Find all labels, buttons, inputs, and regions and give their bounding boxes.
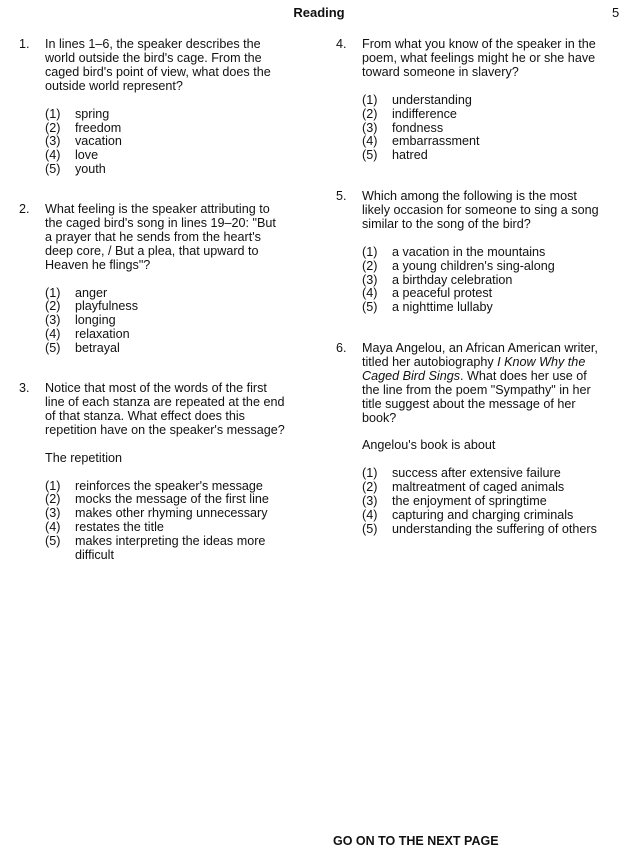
question-number: 2. (19, 202, 30, 216)
book-title: I Know Why the Caged Bird Sings (362, 354, 586, 383)
option-number: (3) (45, 313, 61, 328)
answer-option (362, 287, 626, 301)
option-number: (2) (45, 299, 61, 314)
option-number: (3) (362, 272, 378, 287)
option-number: (2) (362, 258, 378, 273)
option-number: (1) (362, 244, 378, 259)
question-number: 6. (336, 341, 347, 355)
option-text: anger (75, 285, 108, 300)
answer-options (45, 108, 305, 178)
answer-option (362, 301, 626, 315)
option-number: (4) (362, 286, 378, 301)
answer-option (362, 246, 626, 260)
option-text: playfulness (75, 299, 139, 314)
answer-option (362, 94, 626, 108)
option-text: freedom (75, 120, 122, 135)
answer-option (362, 523, 626, 537)
option-text: reinforces the speaker's message (75, 478, 263, 493)
answer-option (362, 108, 626, 122)
question-number: 1. (19, 37, 30, 51)
option-number: (3) (362, 120, 378, 135)
answer-option (45, 135, 305, 149)
answer-option (45, 480, 305, 494)
option-number: (3) (45, 506, 61, 521)
option-number: (1) (45, 106, 61, 121)
stem-text: Maya Angelou, an African American writer, titled her autobiography (362, 341, 598, 369)
option-number: (5) (362, 300, 378, 315)
option-text: embarrassment (392, 134, 480, 149)
option-text: restates the title (75, 520, 164, 535)
option-number: (1) (362, 92, 378, 107)
answer-options (362, 246, 626, 316)
question-stem (362, 342, 626, 425)
option-number: (2) (362, 106, 378, 121)
page-number: 5 (612, 5, 620, 20)
answer-option (362, 260, 626, 274)
answer-options (45, 287, 305, 357)
option-text: relaxation (75, 327, 130, 342)
question-stem: Notice that most of the words of the first line of each stanza are repeated at the end of that stanza. What effect does this repetition have on the speaker's message? (45, 381, 285, 437)
option-number: (4) (45, 148, 61, 163)
answer-option (362, 481, 626, 495)
answer-option (362, 149, 626, 163)
answer-options (362, 94, 626, 164)
question-number: 5. (336, 189, 347, 203)
option-number: (4) (362, 508, 378, 523)
answer-option (45, 149, 305, 163)
option-text: understanding the suffering of others (392, 521, 597, 536)
option-text: love (75, 148, 99, 163)
answer-options (362, 467, 626, 537)
answer-option (45, 122, 305, 136)
answer-option (45, 507, 305, 521)
answer-option (45, 535, 305, 563)
option-text: a young children's sing-along (392, 258, 555, 273)
page-header-title: Reading (293, 5, 345, 20)
option-text: vacation (75, 134, 122, 149)
stem-text: . What does her use of the line from the poem "Sympathy" in her title suggest about the message of her book? (362, 368, 591, 425)
answer-option (45, 493, 305, 507)
option-text: makes interpreting the ideas more difficult (75, 534, 266, 563)
option-number: (1) (45, 478, 61, 493)
option-text: the enjoyment of springtime (392, 494, 547, 509)
option-text: a vacation in the mountains (392, 244, 546, 259)
option-number: (1) (362, 466, 378, 481)
answer-option (45, 521, 305, 535)
answer-options (45, 480, 305, 563)
option-text: maltreatment of caged animals (392, 480, 565, 495)
option-text: understanding (392, 92, 472, 107)
answer-option (362, 122, 626, 136)
answer-option (362, 467, 626, 481)
option-number: (4) (362, 134, 378, 149)
question-lead-in: Angelou's book is about (362, 438, 496, 453)
question-number: 4. (336, 37, 347, 51)
option-number: (2) (362, 480, 378, 495)
option-text: youth (75, 162, 106, 177)
option-text: a peaceful protest (392, 286, 493, 301)
answer-option (45, 300, 305, 314)
option-number: (5) (362, 148, 378, 163)
option-number: (5) (362, 521, 378, 536)
option-text: spring (75, 106, 110, 121)
option-text: a birthday celebration (392, 272, 513, 287)
question-stem: From what you know of the speaker in the poem, what feelings might he or she have toward someone in slavery? (362, 37, 596, 79)
answer-option (45, 163, 305, 177)
answer-option (45, 314, 305, 328)
question-stem: What feeling is the speaker attributing to the caged bird's song in lines 19–20: "But a prayer that he sends from the heart's deep core, / But a plea, that upward to Heaven he flings"? (45, 202, 276, 272)
option-text: mocks the message of the first line (75, 492, 269, 507)
question-stem: Which among the following is the most likely occasion for someone to sing a song similar to the song of the bird? (362, 189, 599, 231)
option-number: (2) (45, 120, 61, 135)
answer-option (362, 495, 626, 509)
answer-option (45, 328, 305, 342)
answer-option (45, 342, 305, 356)
option-text: indifference (392, 106, 457, 121)
option-number: (5) (45, 341, 61, 356)
next-page-instruction: GO ON TO THE NEXT PAGE (333, 834, 499, 848)
option-text: hatred (392, 148, 428, 163)
question-stem: In lines 1–6, the speaker describes the world outside the bird's cage. From the caged bird's point of view, what does the outside world represent? (45, 37, 271, 93)
option-text: longing (75, 313, 116, 328)
option-number: (3) (45, 134, 61, 149)
option-text: capturing and charging criminals (392, 508, 574, 523)
option-text: fondness (392, 120, 444, 135)
answer-option (362, 135, 626, 149)
option-number: (4) (45, 520, 61, 535)
answer-option (45, 108, 305, 122)
option-number: (4) (45, 327, 61, 342)
question-number: 3. (19, 381, 30, 395)
answer-option (362, 509, 626, 523)
answer-option (45, 287, 305, 301)
answer-option (362, 274, 626, 288)
option-text: makes other rhyming unnecessary (75, 506, 268, 521)
option-text: success after extensive failure (392, 466, 561, 481)
option-number: (5) (45, 162, 61, 177)
option-number: (1) (45, 285, 61, 300)
option-number: (5) (45, 534, 61, 549)
question-lead-in: The repetition (45, 450, 123, 465)
option-number: (2) (45, 492, 61, 507)
option-text: a nighttime lullaby (392, 300, 493, 315)
option-number: (3) (362, 494, 378, 509)
option-text: betrayal (75, 341, 120, 356)
